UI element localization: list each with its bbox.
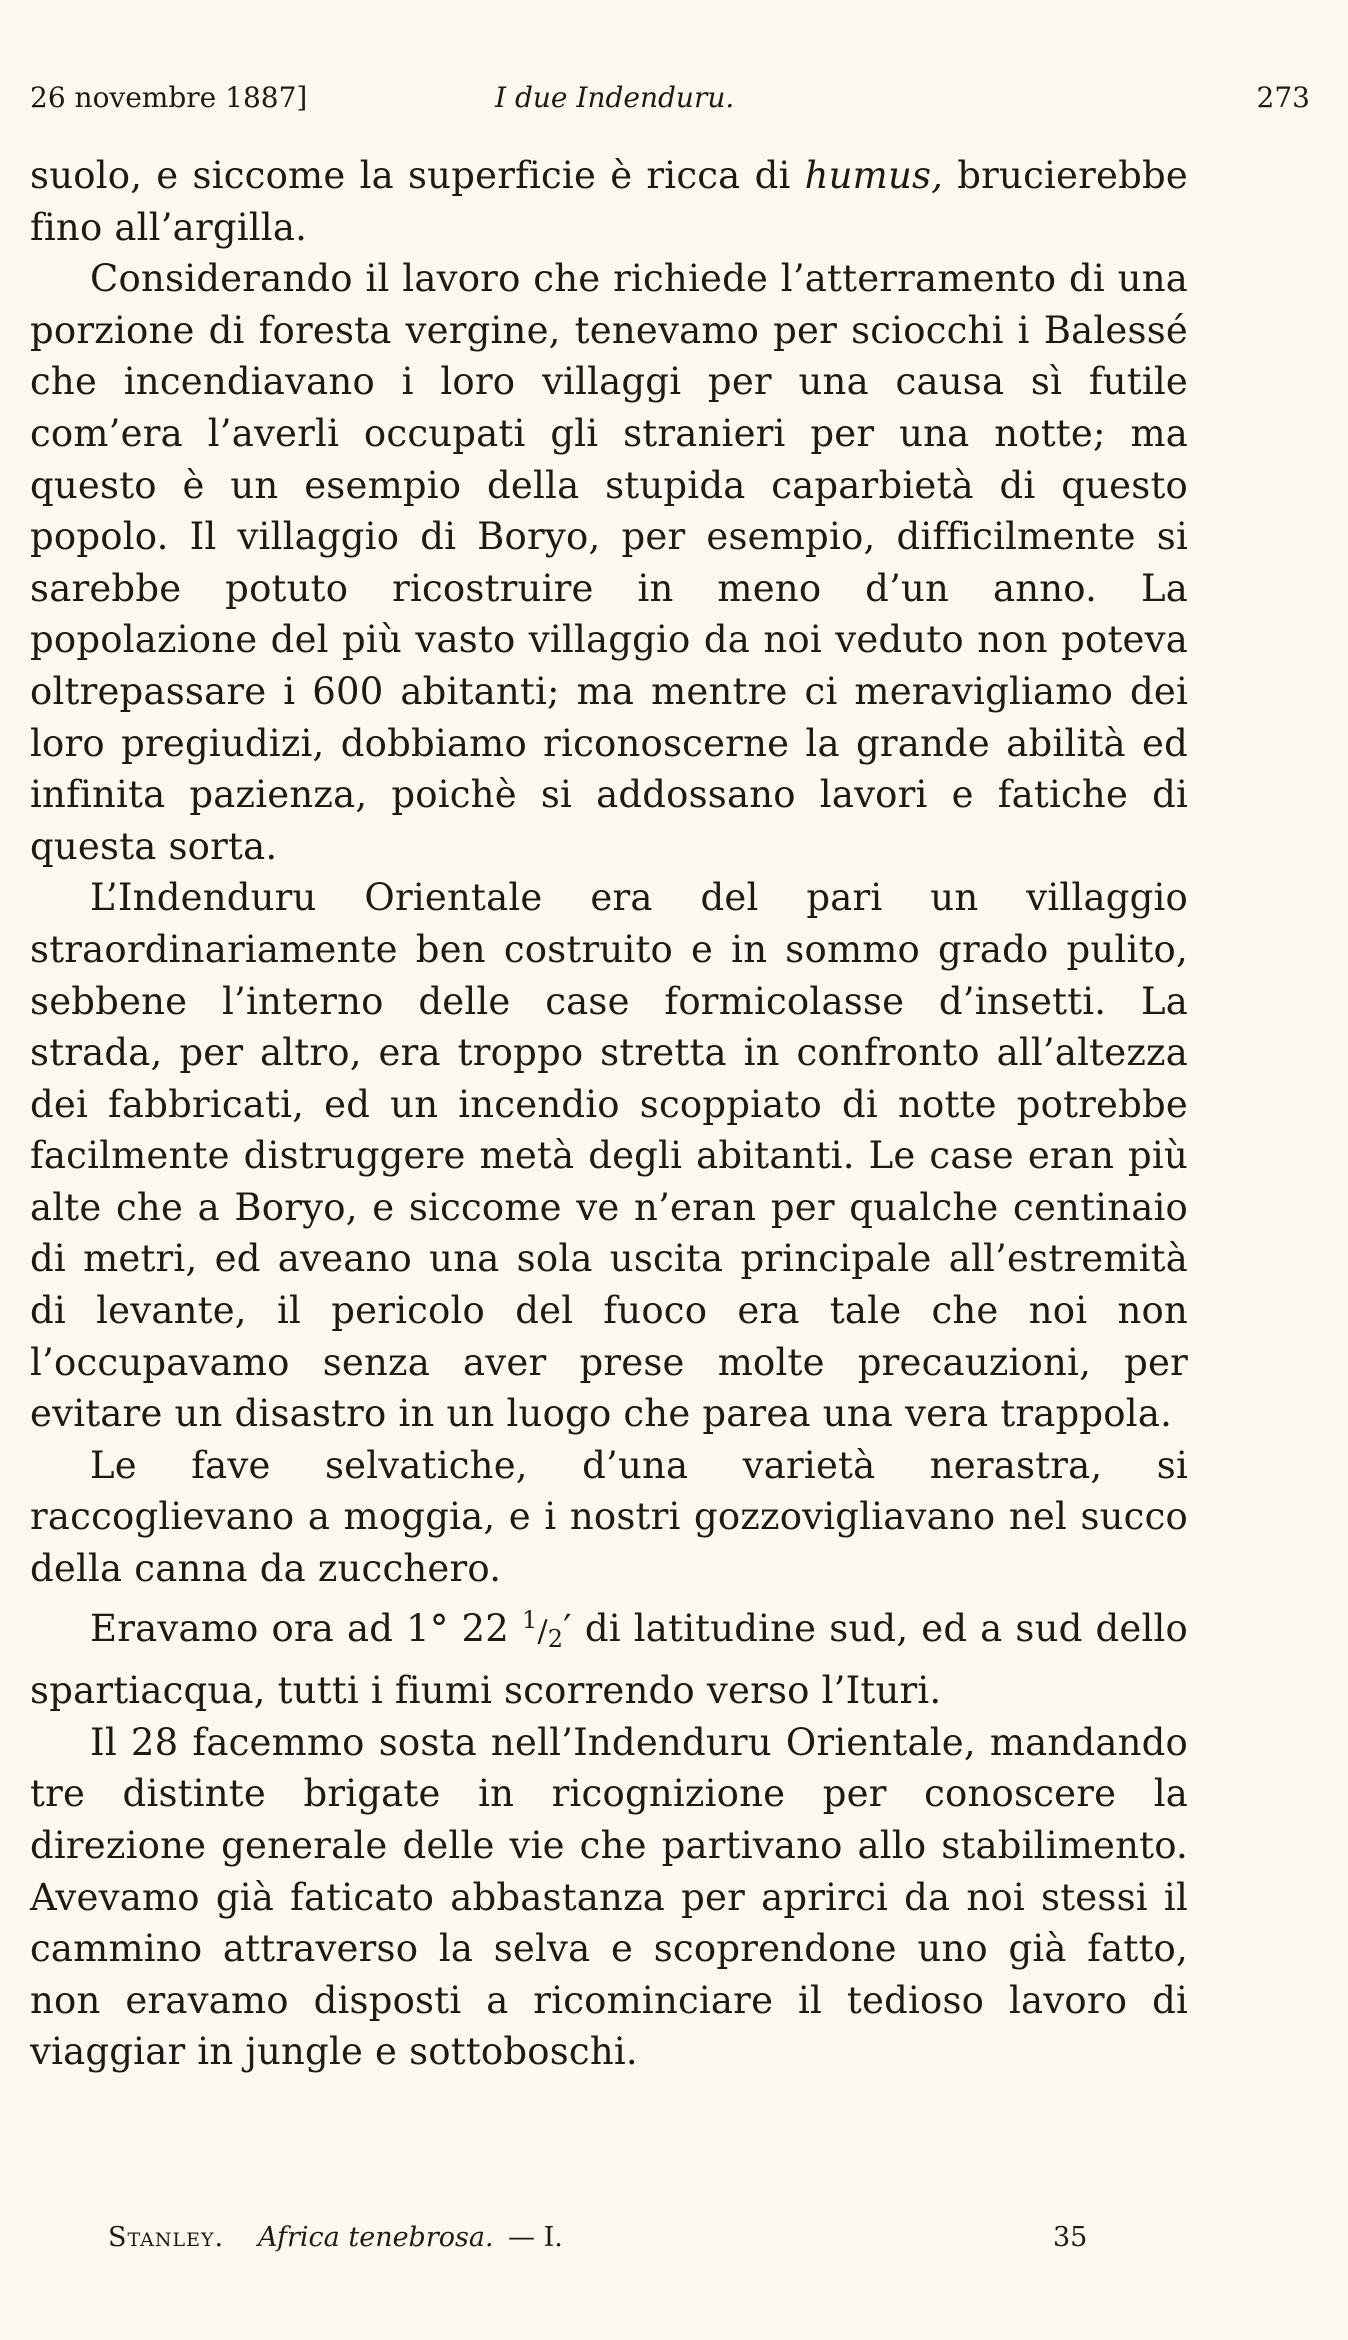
footer-work-title: Africa tenebrosa. bbox=[258, 2222, 494, 2253]
footer-volume: — I. bbox=[508, 2222, 563, 2253]
body-text bbox=[30, 150, 1188, 2078]
paragraph-4: Le fave selvatiche, d’una varietà nerastra, si raccoglievano a moggia, e i nostri gozzovigliavano nel succo della canna da zucchero. bbox=[30, 1443, 1188, 1591]
header-page-number: 273 bbox=[1256, 81, 1310, 114]
running-header bbox=[30, 78, 1310, 118]
fraction-numerator: 1 bbox=[521, 1605, 538, 1634]
paragraph-5-end: ′ di latitudine sud, ed a sud dello spartiacqua, tutti i fiumi scorrendo verso l’Ituri. bbox=[30, 1606, 1188, 1713]
signature-footer bbox=[108, 2218, 1108, 2258]
paragraph-1-start: suolo, e siccome la superficie è ricca di bbox=[30, 154, 805, 197]
paragraph-3: L’Indenduru Orientale era del pari un villaggio straordinariamente ben costruito e in sommo grado pulito, sebbene l’interno delle case formicolasse d’insetti. La strada, per altro, era troppo stretta in confronto all’altezza dei fabbricati, ed un incendio scoppiato di notte potrebbe facilmente distruggere metà degli abitanti. Le case eran più alte che a Boryo, e siccome ve n’eran per qualche centinaio di metri, ed aveano una sola uscita principale all’estremità di levante, il pericolo del fuoco era tale che noi non l’occupavamo senza aver prese molte precauzioni, per evitare un disastro in un luogo che parea una vera trappola. bbox=[30, 876, 1188, 1436]
footer-signature-mark: 35 bbox=[1053, 2222, 1088, 2253]
paragraph-2: Considerando il lavoro che richiede l’atterramento di una porzione di foresta vergine, tenevamo per sciocchi i Balessé che incendiavano i loro villaggi per una causa sì futile com’era l’averli occupati gli stranieri per una notte; ma questo è un esempio della stupida caparbietà di questo popolo. Il villaggio di Boryo, per esempio, difficilmente si sarebbe potuto ricostruire in meno d’un anno. La popolazione del più vasto villaggio da noi veduto non poteva oltrepassare i 600 abitanti; ma mentre ci meravigliamo dei loro pregiudizi, dobbiamo riconoscerne la grande abilità ed infinita pazienza, poichè si addossano lavori e fatiche di questa sorta. bbox=[30, 257, 1188, 868]
paragraph-1-italic-term: humus, bbox=[804, 154, 944, 197]
paragraph-5-start: Eravamo ora ad 1° 22 bbox=[90, 1606, 522, 1650]
paragraph-1 bbox=[30, 150, 1188, 253]
latitude-fraction: $^1/_2$ bbox=[521, 1605, 564, 1653]
paragraph-1-end: brucierebbe fino all’argilla. bbox=[30, 154, 1188, 249]
paragraph-5 bbox=[30, 1595, 1188, 1717]
header-date: 26 novembre 1887] bbox=[30, 81, 308, 114]
paragraph-6: Il 28 facemmo sosta nell’Indenduru Orientale, mandando tre distinte brigate in ricognizione per conoscere la direzione generale delle vie che partivano allo stabilimento. Avevamo già faticato abbastanza per aprirci da noi stessi il cammino attraverso la selva e scoprendone uno già fatto, non eravamo disposti a ricominciare il tedioso lavoro di viaggiar in jungle e sottoboschi. bbox=[30, 1720, 1188, 2074]
footer-author: Stanley. bbox=[108, 2222, 225, 2253]
fraction-denominator: 2 bbox=[547, 1624, 564, 1653]
header-chapter-title: I due Indenduru. bbox=[495, 81, 735, 114]
